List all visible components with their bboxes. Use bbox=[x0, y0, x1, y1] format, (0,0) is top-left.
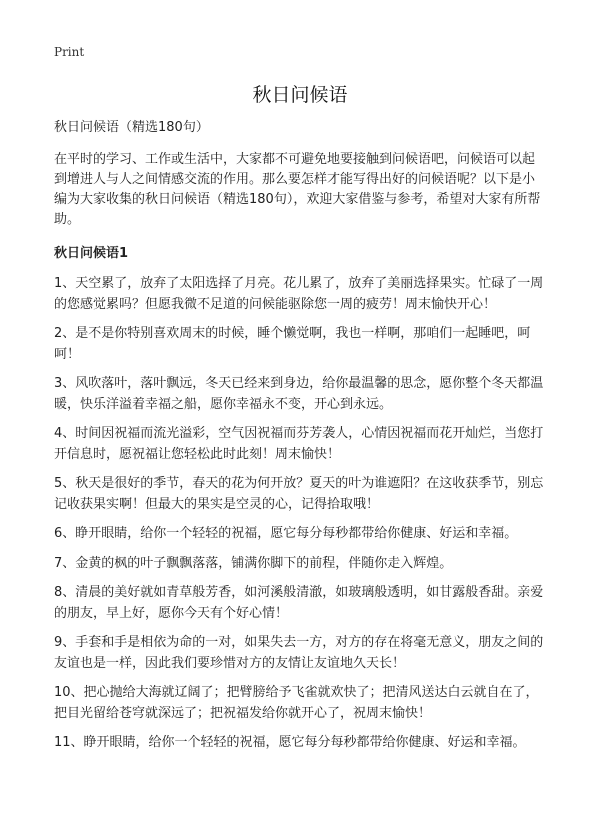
list-item: 4、时间因祝福而流光溢彩，空气因祝福而芬芳袭人，心情因祝福而花开灿烂，当您打开信息时，愿祝福让您轻松此时此刻！周末愉快！ bbox=[54, 426, 544, 462]
list-item: 2、是不是你特别喜欢周末的时候，睡个懒觉啊，我也一样啊，那咱们一起睡吧，呵呵！ bbox=[54, 326, 531, 362]
list-item: 7、金黄的枫的叶子飘飘落落，铺满你脚下的前程，伴随你走入辉煌。 bbox=[54, 555, 453, 571]
list-item: 5、秋天是很好的季节，春天的花为何开放？夏天的叶为谁遮阳？在这收获季节，别忘记收获果实啊！但最大的果实是空灵的心，记得拾取哦！ bbox=[54, 476, 544, 512]
list-item: 11、睁开眼睛，给你一个轻轻的祝福，愿它每分每秒都带给你健康、好运和幸福。 bbox=[54, 735, 526, 750]
list-item: 3、风吹落叶，落叶飘远，冬天已经来到身边，给你最温馨的思念，愿你整个冬天都温暖，快乐洋溢着幸福之船，愿你幸福永不变，开心到永远。 bbox=[54, 376, 544, 412]
section-heading: 秋日问候语1 bbox=[54, 246, 129, 261]
page-title: 秋日问候语 bbox=[252, 84, 348, 106]
article-body bbox=[54, 118, 546, 763]
article-subtitle: 秋日问候语（精选180句） bbox=[54, 120, 209, 135]
list-item: 1、天空累了，放弃了太阳选择了月亮。花儿累了，放弃了美丽选择果实。忙碌了一周的您感觉累吗？但愿我微不足道的问候能驱除您一周的疲劳！周末愉快开心！ bbox=[54, 276, 544, 312]
intro-paragraph: 在平时的学习、工作或生活中，大家都不可避免地要接触到问候语吧，问候语可以起到增进人与人之间情感交流的作用。那么要怎样才能写得出好的问候语呢？以下是小编为大家收集的秋日问候语（精选180句），欢迎大家借鉴与参考，希望对大家有所帮助。 bbox=[54, 152, 541, 227]
list-item: 10、把心抛给大海就辽阔了；把臂膀给予飞雀就欢快了；把清风送达白云就自在了，把目光留给苍穹就深远了；把祝福发给你就开心了，祝周末愉快！ bbox=[54, 685, 539, 721]
print-link[interactable]: Print bbox=[54, 45, 85, 59]
list-item: 9、手套和手是相依为命的一对，如果失去一方，对方的存在将毫无意义，朋友之间的友谊也是一样，因此我们要珍惜对方的友情让友谊地久天长！ bbox=[54, 635, 544, 671]
list-item: 8、清晨的美好就如青草般芳香，如河溪般清澈，如玻璃般透明，如甘露般香甜。亲爱的朋友，早上好，愿你今天有个好心情！ bbox=[54, 585, 544, 621]
list-item: 6、睁开眼睛，给你一个轻轻的祝福，愿它每分每秒都带给你健康、好运和幸福。 bbox=[54, 526, 518, 541]
